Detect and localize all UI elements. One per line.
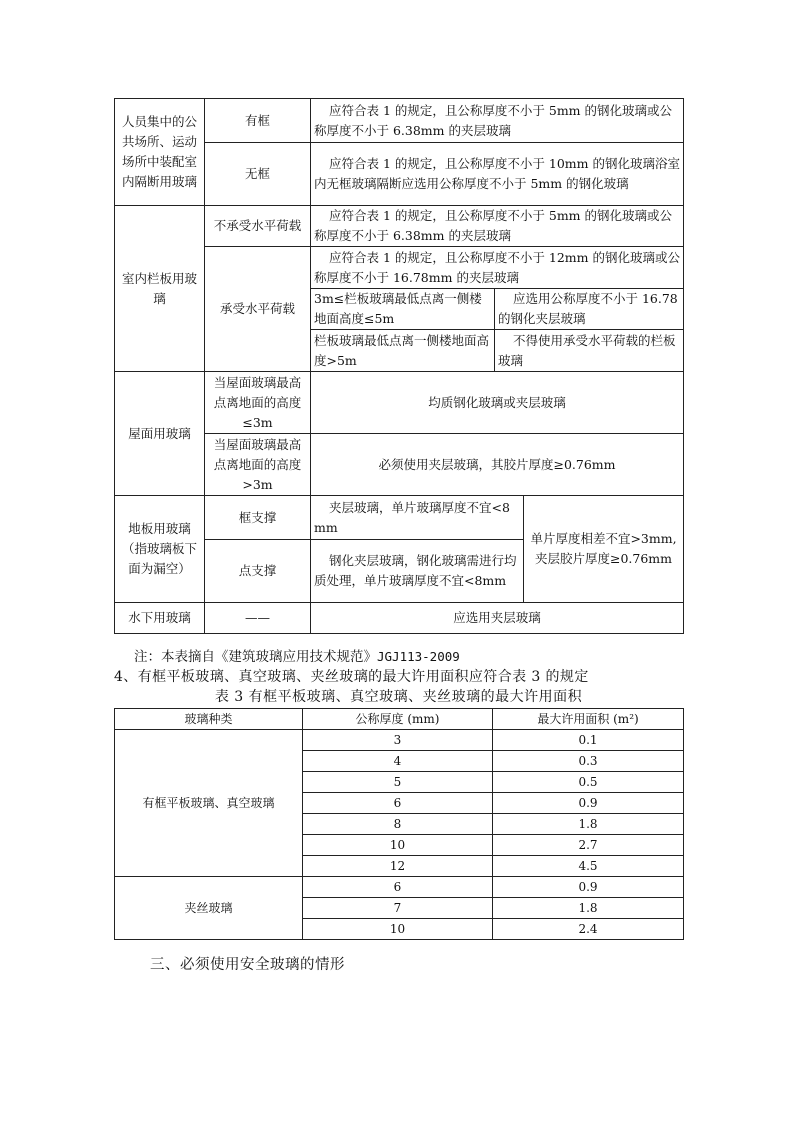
- thickness-cell: 7: [303, 898, 493, 919]
- table-row: [115, 99, 684, 143]
- extra-requirement-cell: 单片厚度相差不宜>3mm,夹层胶片厚度≥0.76mm: [524, 496, 684, 603]
- note-prefix: 注：本表摘自《建筑玻璃应用技术规范》: [134, 649, 377, 665]
- requirement-cell: 应选用公称厚度不小于 16.78 的钢化夹层玻璃: [495, 289, 684, 330]
- max-area-table: [114, 708, 684, 940]
- max-area-cell: 0.5: [493, 772, 684, 793]
- category-cell: 人员集中的公共场所、运动场所中装配室内隔断用玻璃: [115, 99, 205, 206]
- column-header: 公称厚度 (mm): [303, 709, 493, 730]
- table-row: [115, 496, 684, 540]
- thickness-cell: 5: [303, 772, 493, 793]
- requirement-cell: 均质钢化玻璃或夹层玻璃: [311, 372, 684, 434]
- glass-usage-table: [114, 98, 684, 634]
- requirement-cell: 钢化夹层玻璃，钢化玻璃需进行均质处理，单片玻璃厚度不宜<8mm: [311, 540, 524, 603]
- section-3-heading: 三、必须使用安全玻璃的情形: [150, 957, 345, 973]
- table3-caption: 表 3 有框平板玻璃、真空玻璃、夹丝玻璃的最大许用面积: [214, 689, 583, 705]
- max-area-table-body: [115, 709, 684, 940]
- thickness-cell: 4: [303, 751, 493, 772]
- condition-cell: 3m≤栏板玻璃最低点离一侧楼地面高度≤5m: [311, 289, 495, 330]
- table-header-row: [115, 709, 684, 730]
- subcategory-cell: 不承受水平荷载: [205, 206, 311, 247]
- requirement-cell: 应符合表 1 的规定，且公称厚度不小于 5mm 的钢化玻璃或公称厚度不小于 6.38mm 的夹层玻璃: [311, 206, 684, 247]
- requirement-cell: 夹层玻璃，单片玻璃厚度不宜<8mm: [311, 496, 524, 540]
- subcategory-cell: 当屋面玻璃最高点离地面的高度≤3m: [205, 372, 311, 434]
- max-area-cell: 1.8: [493, 814, 684, 835]
- thickness-cell: 10: [303, 919, 493, 940]
- condition-cell: 栏板玻璃最低点离一侧楼地面高度>5m: [311, 330, 495, 372]
- max-area-cell: 2.7: [493, 835, 684, 856]
- requirement-cell: 应符合表 1 的规定，且公称厚度不小于 12mm 的钢化玻璃或公称厚度不小于 16.78mm 的夹层玻璃: [311, 247, 684, 289]
- note-reference: JGJ113-2009: [377, 649, 460, 664]
- requirement-cell: 应符合表 1 的规定，且公称厚度不小于 10mm 的钢化玻璃浴室内无框玻璃隔断应选用公称厚度不小于 5mm 的钢化玻璃: [311, 143, 684, 206]
- category-cell: 屋面用玻璃: [115, 372, 205, 496]
- thickness-cell: 3: [303, 730, 493, 751]
- subcategory-cell: ——: [205, 603, 311, 634]
- thickness-cell: 10: [303, 835, 493, 856]
- thickness-cell: 8: [303, 814, 493, 835]
- table-row: [115, 372, 684, 434]
- thickness-cell: 6: [303, 793, 493, 814]
- subcategory-cell: 有框: [205, 99, 311, 143]
- requirement-cell: 必须使用夹层玻璃，其胶片厚度≥0.76mm: [311, 434, 684, 496]
- max-area-cell: 0.9: [493, 877, 684, 898]
- thickness-cell: 12: [303, 856, 493, 877]
- thickness-cell: 6: [303, 877, 493, 898]
- requirement-cell: 不得使用承受水平荷载的栏板玻璃: [495, 330, 684, 372]
- subcategory-cell: 无框: [205, 143, 311, 206]
- requirement-cell: 应符合表 1 的规定，且公称厚度不小于 5mm 的钢化玻璃或公称厚度不小于 6.38mm 的夹层玻璃: [311, 99, 684, 143]
- subcategory-cell: 承受水平荷载: [205, 247, 311, 372]
- max-area-cell: 1.8: [493, 898, 684, 919]
- subcategory-cell: 当屋面玻璃最高点离地面的高度>3m: [205, 434, 311, 496]
- table-row: [115, 603, 684, 634]
- column-header: 最大许用面积 (m²): [493, 709, 684, 730]
- category-cell: 室内栏板用玻璃: [115, 206, 205, 372]
- table-row: [115, 206, 684, 247]
- max-area-cell: 2.4: [493, 919, 684, 940]
- max-area-cell: 0.1: [493, 730, 684, 751]
- glass-type-cell: 有框平板玻璃、真空玻璃: [115, 730, 303, 877]
- subcategory-cell: 点支撑: [205, 540, 311, 603]
- table-row: [115, 730, 684, 751]
- subcategory-cell: 框支撑: [205, 496, 311, 540]
- table-row: [115, 877, 684, 898]
- category-cell: 水下用玻璃: [115, 603, 205, 634]
- column-header: 玻璃种类: [115, 709, 303, 730]
- item-4-text: 4、有框平板玻璃、真空玻璃、夹丝玻璃的最大许用面积应符合表 3 的规定: [114, 669, 589, 685]
- max-area-cell: 0.9: [493, 793, 684, 814]
- glass-type-cell: 夹丝玻璃: [115, 877, 303, 940]
- category-cell: 地板用玻璃（指玻璃板下面为漏空）: [115, 496, 205, 603]
- max-area-cell: 4.5: [493, 856, 684, 877]
- requirement-cell: 应选用夹层玻璃: [311, 603, 684, 634]
- max-area-cell: 0.3: [493, 751, 684, 772]
- table-source-note: [134, 645, 460, 665]
